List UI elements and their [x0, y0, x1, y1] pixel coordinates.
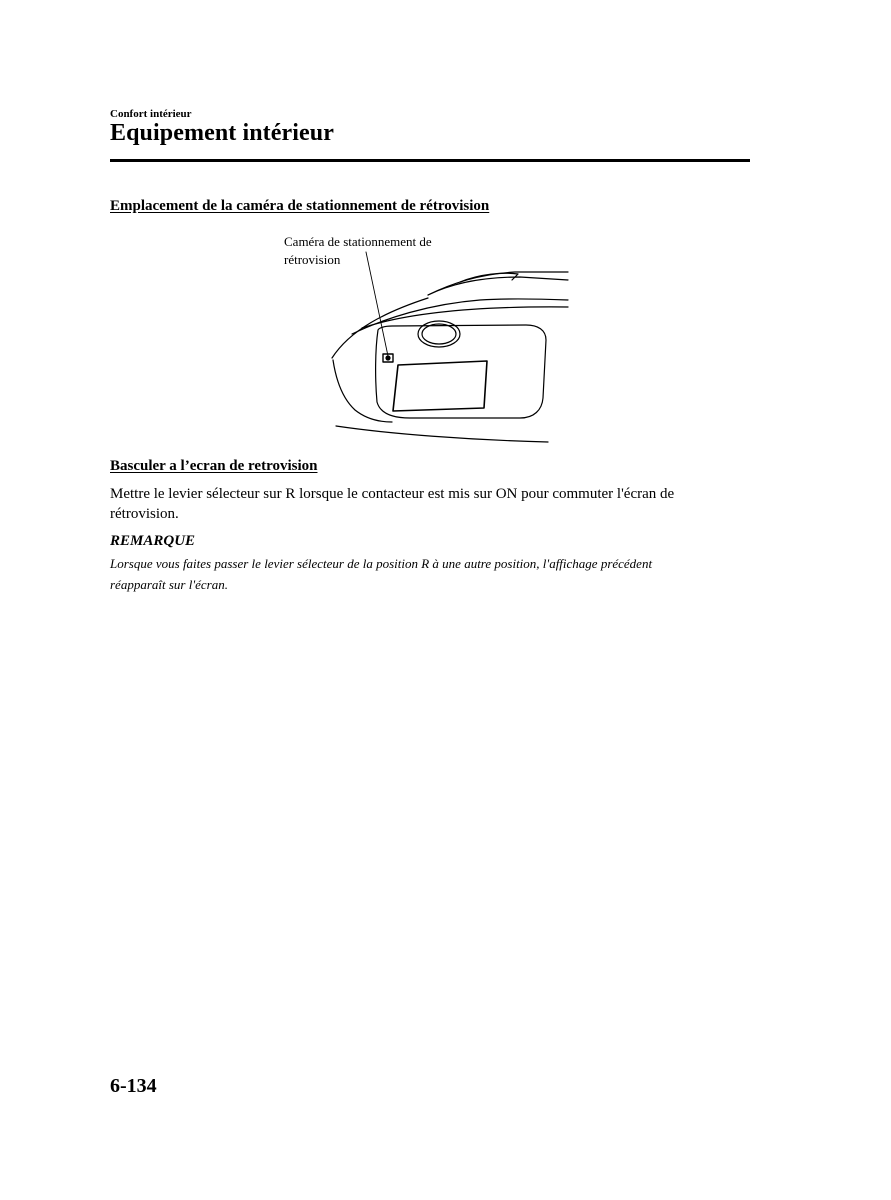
switch-screen-heading: Basculer a l’ecran de retrovision	[110, 458, 318, 474]
switch-screen-body: Mettre le levier sélecteur sur R lorsque le contacteur est mis sur ON pour commuter l'écran de rétrovision.	[110, 486, 675, 522]
bumper-line	[336, 426, 548, 442]
page-number: 6-134	[110, 1075, 157, 1097]
spoiler-outline	[428, 272, 568, 295]
rear-camera-illustration	[280, 230, 580, 445]
camera-location-heading: Emplacement de la caméra de stationnement de rétrovision	[110, 198, 490, 214]
camera-callout-label: Caméra de stationnement de rétrovision	[284, 234, 432, 267]
license-plate-recess	[376, 325, 546, 418]
title-divider	[110, 159, 750, 162]
section-label: Confort intérieur	[110, 108, 192, 120]
note-label: REMARQUE	[110, 533, 196, 549]
license-plate	[393, 361, 487, 411]
note-text: Lorsque vous faites passer le levier sélecteur de la position R à une autre position, l'affichage précédent réapparaît sur l'écran.	[110, 556, 653, 592]
page-title: Equipement intérieur	[110, 120, 334, 146]
emblem	[418, 321, 460, 347]
